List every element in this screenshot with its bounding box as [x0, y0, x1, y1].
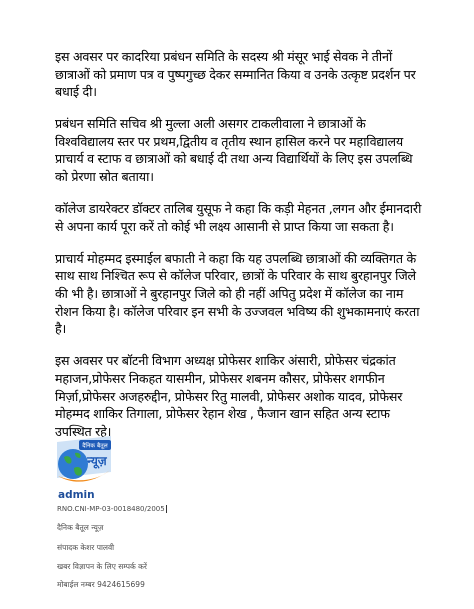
paragraph-secretary: प्रबंधन समिति सचिव श्री मुल्ला अली असगर टाकलीवाला ने छात्राओं के विश्वविद्यालय स्तर पर प्रथम,द्वितीय व तृतीय स्थान हासिल करने पर महाविद्यालय प्राचार्य व स्टाफ व छात्राओं को बधाई दी तथा अन्य विद्यार्थियों के लिए इस उपलब्धि को प्रेरणा स्रोत बताया। — [55, 116, 413, 185]
globe-logo-icon — [55, 432, 113, 488]
article-body — [55, 48, 427, 455]
logo-banner-text: दैनिक बैतूल — [82, 442, 108, 450]
logo-word-text: न्यूज़ — [87, 454, 107, 468]
paragraph-principal: प्राचार्य मोहम्मद इस्माईल बफाती ने कहा कि यह उपलब्धि छात्राओं की व्यक्तिगत के साथ साथ निश्चित रूप से कॉलेज परिवार, छात्रों के परिवार के साथ बुरहानपुर जिले की भी है। छात्राओं ने बुरहानपुर जिले को ही नहीं अपितु प्रदेश में कॉलेज का नाम रोशन किया है। कॉलेज परिवार इन सभी के उज्जवल भविष्य की शुभकामनाएं करता है। — [55, 250, 420, 337]
paper-name: दैनिक बैतूल न्यूज़ — [57, 523, 104, 532]
ads-contact: खबर विज्ञापन के लिए सम्पर्क करें — [57, 562, 147, 571]
publication-logo — [55, 432, 113, 488]
paragraph-attendees: इस अवसर पर बॉटनी विभाग अध्यक्ष प्रोफेसर शाकिर अंसारी, प्रोफेसर चंद्रकांत महाजन,प्रोफेसर निकहत यासमीन, प्रोफेसर शबनम कौसर, प्रोफेसर शगफीन मिर्ज़ा,प्रोफेसर अजहरुद्दीन, प्रोफेसर रितु मालवी, प्रोफेसर अशोक यादव, प्रोफेसर मोहम्मद शाकिर तिगाला, प्रोफेसर रेहान शेख , फैजान खान सहित अन्य स्टाफ उपस्थित रहे। — [55, 353, 403, 439]
paragraph-felicitation: इस अवसर पर कादरिया प्रबंधन समिति के सदस्य श्री मंसूर भाई सेवक ने तीनों छात्राओं को प्रमाण पत्र व पुष्पगुच्छ देकर सम्मानित किया व उनके उत्कृष्ट प्रदर्शन पर बधाई दी। — [55, 49, 416, 100]
registration-text: RNO.CNI-MP-03-0018480/2005 — [57, 505, 165, 513]
mobile-number: मोबाईल नम्बर 9424615699 — [57, 580, 145, 589]
registration-number — [57, 505, 167, 513]
paragraph-director: कॉलेज डायरेक्टर डॉक्टर तालिब युसूफ ने कहा कि कड़ी मेहनत ,लगन और ईमानदारी से अपना कार्य पूरा करें तो कोई भी लक्ष्य आसानी से प्राप्त किया जा सकता है। — [55, 201, 422, 234]
editor-name: संपादक केशर पालवी — [57, 543, 115, 552]
author-link[interactable]: admin — [58, 489, 95, 501]
